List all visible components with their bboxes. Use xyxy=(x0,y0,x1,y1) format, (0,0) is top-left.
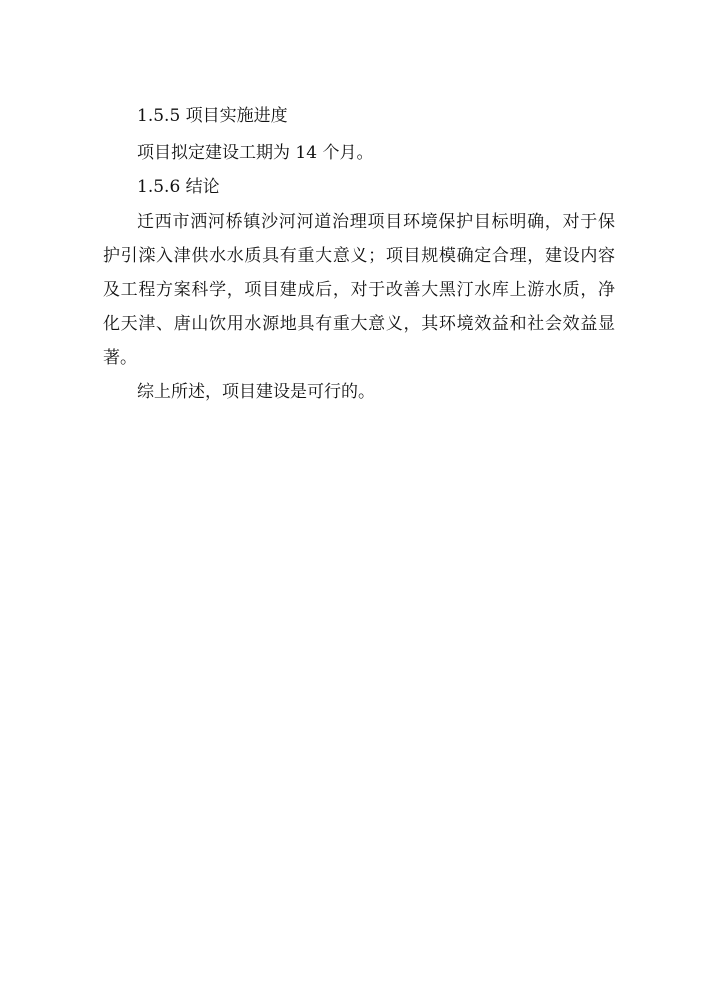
conclusion-text: 综上所述，项目建设是可行的。 xyxy=(137,382,375,402)
construction-period-text: 项目拟定建设工期为 14 个月。 xyxy=(137,143,374,163)
paragraph-line: 护引滦入津供水水质具有重大意义；项目规模确定合理，建设内容 xyxy=(103,246,615,266)
section-heading-1-5-6: 1.5.6 结论 xyxy=(137,177,220,197)
paragraph-line: 迁西市洒河桥镇沙河河道治理项目环境保护目标明确，对于保 xyxy=(137,212,615,232)
section-heading-1-5-5: 1.5.5 项目实施进度 xyxy=(137,106,288,126)
paragraph-line: 及工程方案科学，项目建成后，对于改善大黑汀水库上游水质，净 xyxy=(103,280,615,300)
paragraph-line: 著。 xyxy=(103,348,137,368)
paragraph-line: 化天津、唐山饮用水源地具有重大意义，其环境效益和社会效益显 xyxy=(103,314,615,334)
